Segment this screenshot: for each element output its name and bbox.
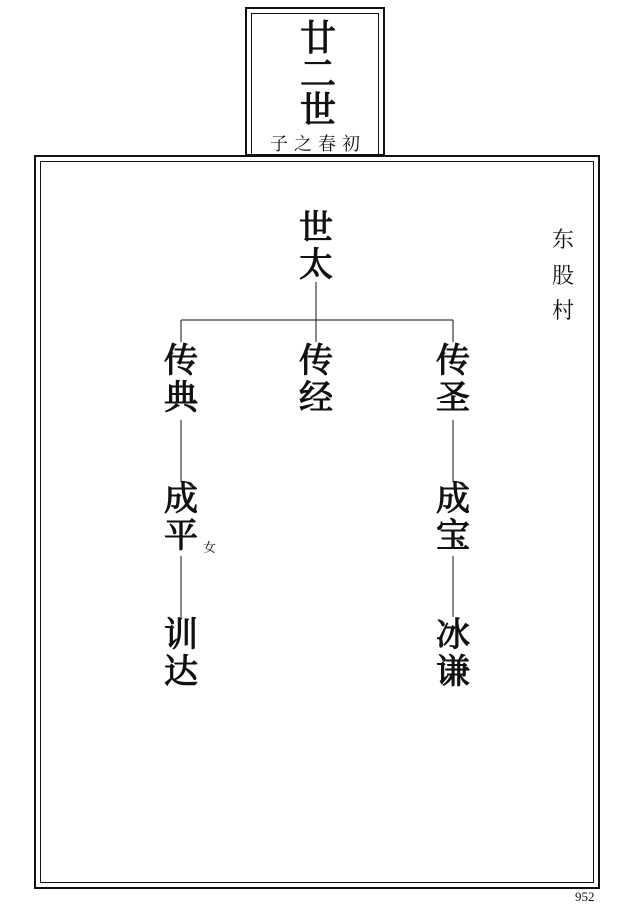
- person-child-1: [151, 343, 211, 416]
- generation-char: 二: [299, 53, 336, 95]
- person-grandchild-2: [423, 481, 483, 554]
- daughter-note: 女: [203, 541, 217, 556]
- name-char: 太: [299, 244, 333, 285]
- person-grandchild-1: [151, 481, 211, 554]
- name-char: 经: [299, 377, 333, 418]
- name-char: 传: [299, 341, 333, 381]
- person-child-3: [423, 343, 483, 416]
- village-char: 股: [551, 263, 574, 289]
- person-great-grandchild-1: [151, 617, 211, 690]
- name-char: 传: [436, 341, 470, 381]
- village-label: [548, 223, 578, 330]
- name-char: 训: [164, 615, 198, 655]
- name-char: 冰: [436, 615, 470, 655]
- page-number: 952: [575, 889, 595, 904]
- name-char: 世: [299, 208, 333, 248]
- generation-char: 世: [299, 89, 336, 131]
- name-char: 成: [164, 479, 198, 519]
- name-char: 平: [164, 515, 198, 556]
- person-root: [286, 210, 346, 283]
- village-char: 东: [551, 228, 574, 253]
- person-child-2: [286, 343, 346, 416]
- name-char: 典: [164, 377, 198, 418]
- name-char: 圣: [436, 377, 470, 418]
- name-char: 达: [164, 651, 198, 692]
- name-char: 宝: [436, 515, 470, 556]
- name-char: 成: [436, 479, 470, 519]
- name-char: 传: [164, 341, 198, 381]
- person-great-grandchild-2: [423, 617, 483, 690]
- name-char: 谦: [436, 651, 470, 692]
- generation-char: 廿: [299, 17, 336, 59]
- village-char: 村: [551, 299, 574, 325]
- generation-subtitle: 子之春初: [270, 134, 366, 155]
